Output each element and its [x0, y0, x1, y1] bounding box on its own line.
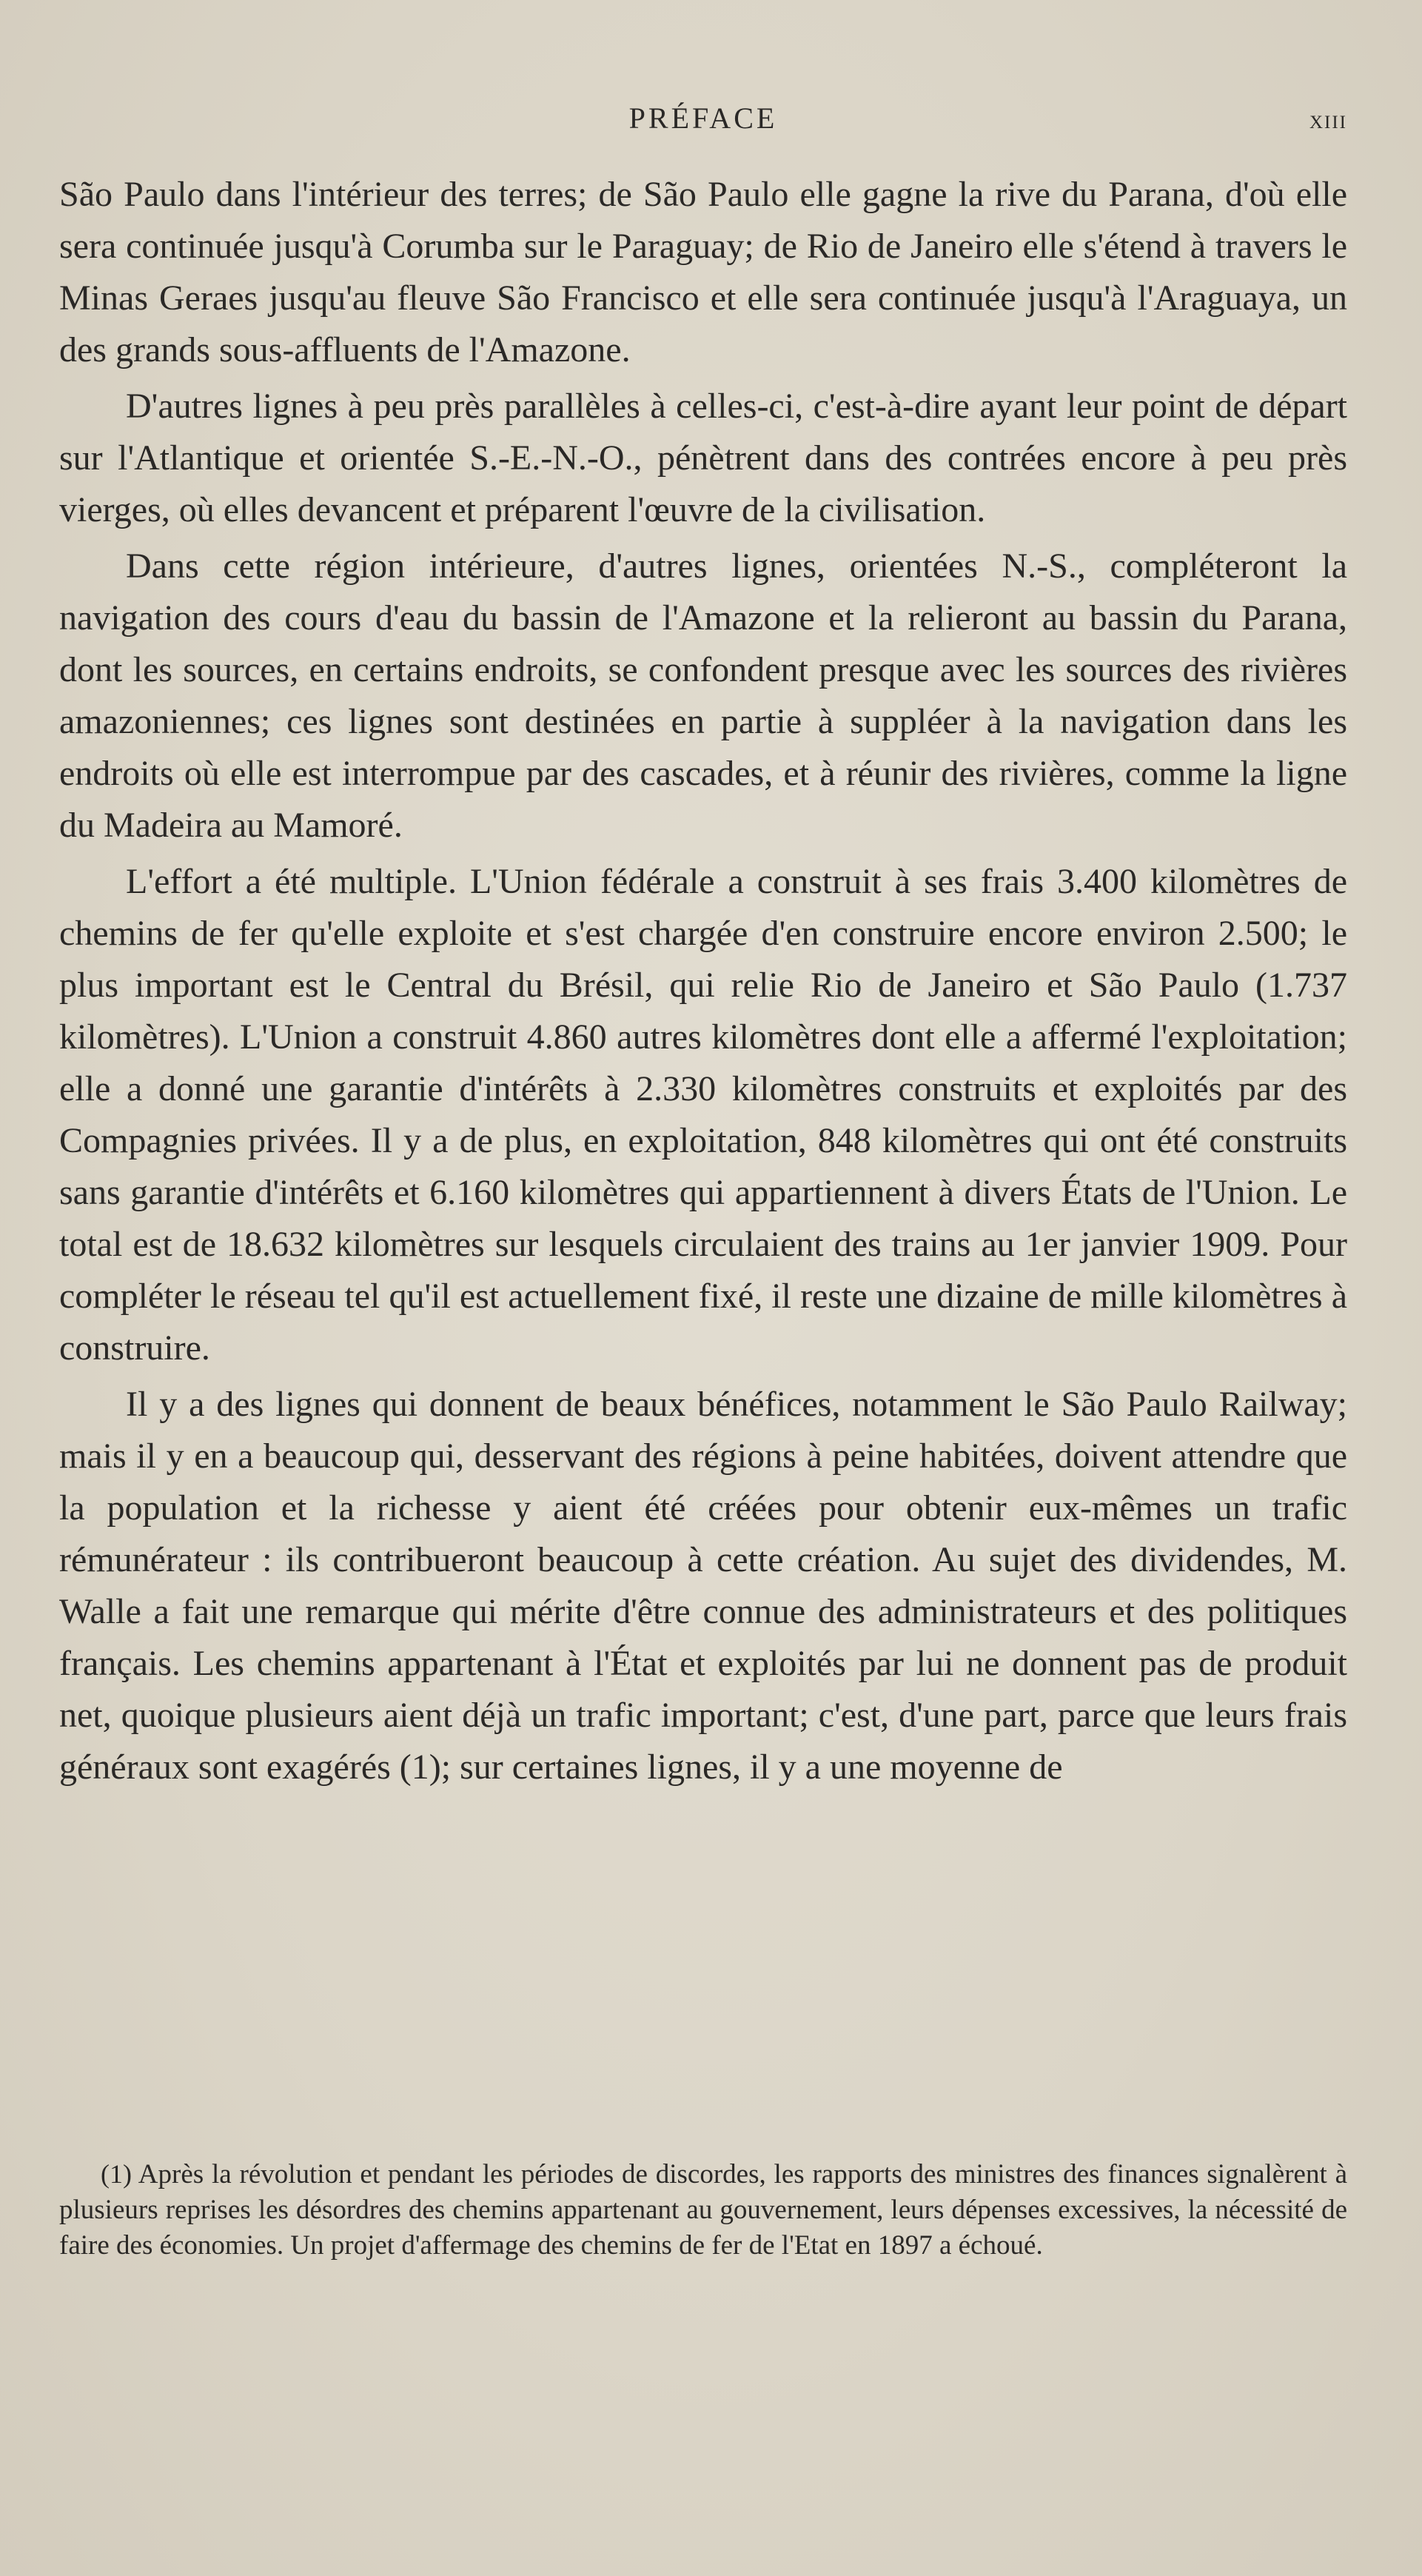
running-title: PRÉFACE [628, 101, 778, 135]
paragraph-4: L'effort a été multiple. L'Union fédérale a construit à ses frais 3.400 kilomètres de chemins de fer qu'elle exploite et s'est chargée d'en construire encore environ 2.500; le plus important est le Central du Brésil, qui relie Rio de Janeiro et São Paulo (1.737 kilomètres). L'Union a construit 4.860 autres kilomètres dont elle a affermé l'exploitation; elle a donné une garantie d'intérêts à 2.330 kilomètres construits et exploités par des Compagnies privées. Il y a de plus, en exploitation, 848 kilomètres qui ont été construits sans garantie d'intérêts et 6.160 kilomètres qui appartiennent à divers États de l'Union. Le total est de 18.632 kilomètres sur lesquels circulaient des trains au 1er janvier 1909. Pour compléter le réseau tel qu'il est actuellement fixé, il reste une dizaine de mille kilomètres à construire. [59, 862, 1347, 1368]
running-head [59, 95, 1347, 139]
paragraph-1: São Paulo dans l'intérieur des terres; de São Paulo elle gagne la rive du Parana, d'où elle sera continuée jusqu'à Corumba sur le Paraguay; de Rio de Janeiro elle s'étend à travers le Minas Geraes jusqu'au fleuve São Francisco et elle sera continuée jusqu'à l'Araguaya, un des grands sous-affluents de l'Amazone. [59, 175, 1347, 369]
paragraph-5: Il y a des lignes qui donnent de beaux bénéfices, notamment le São Paulo Railway; mais il y en a beaucoup qui, desservant des régions à peine habitées, doivent attendre que la population et la richesse y aient été créées pour obtenir eux-mêmes un trafic rémunérateur : ils contribueront beaucoup à cette création. Au sujet des dividendes, M. Walle a fait une remarque qui mérite d'être connue des administrateurs et des politiques français. Les chemins appartenant à l'État et exploités par lui ne donnent pas de produit net, quoique plusieurs aient déjà un trafic important; c'est, d'une part, parce que leurs frais généraux sont exagérés (1); sur certaines lignes, il y a une moyenne de [59, 1385, 1347, 1787]
footnote-text: Après la révolution et pendant les périodes de discordes, les rapports des ministres des finances signalèrent à plusieurs reprises les désordres des chemins appartenant au gouvernement, leurs dépenses excessives, la nécessité de faire des économies. Un projet d'affermage des chemins de fer de l'Etat en 1897 a échoué. [59, 2159, 1347, 2261]
footnote-marker: (1) [101, 2159, 132, 2189]
page-number: xiii [1309, 104, 1347, 134]
paragraph-3: Dans cette région intérieure, d'autres lignes, orientées N.-S., compléteront la navigation des cours d'eau du bassin de l'Amazone et la relieront au bassin du Parana, dont les sources, en certains endroits, se confondent presque avec les sources des rivières amazoniennes; ces lignes sont destinées en partie à suppléer à la navigation dans les endroits où elle est interrompue par des cascades, et à réunir des rivières, comme la ligne du Madeira au Mamoré. [59, 546, 1347, 845]
body-text [59, 169, 1347, 1793]
footnote-paragraph [59, 2156, 1347, 2264]
footnote [59, 2156, 1347, 2264]
paragraph-2: D'autres lignes à peu près parallèles à celles-ci, c'est-à-dire ayant leur point de départ sur l'Atlantique et orientée S.-E.-N.-O., pénètrent dans des contrées encore à peu près vierges, où elles devancent et préparent l'œuvre de la civilisation. [59, 387, 1347, 529]
